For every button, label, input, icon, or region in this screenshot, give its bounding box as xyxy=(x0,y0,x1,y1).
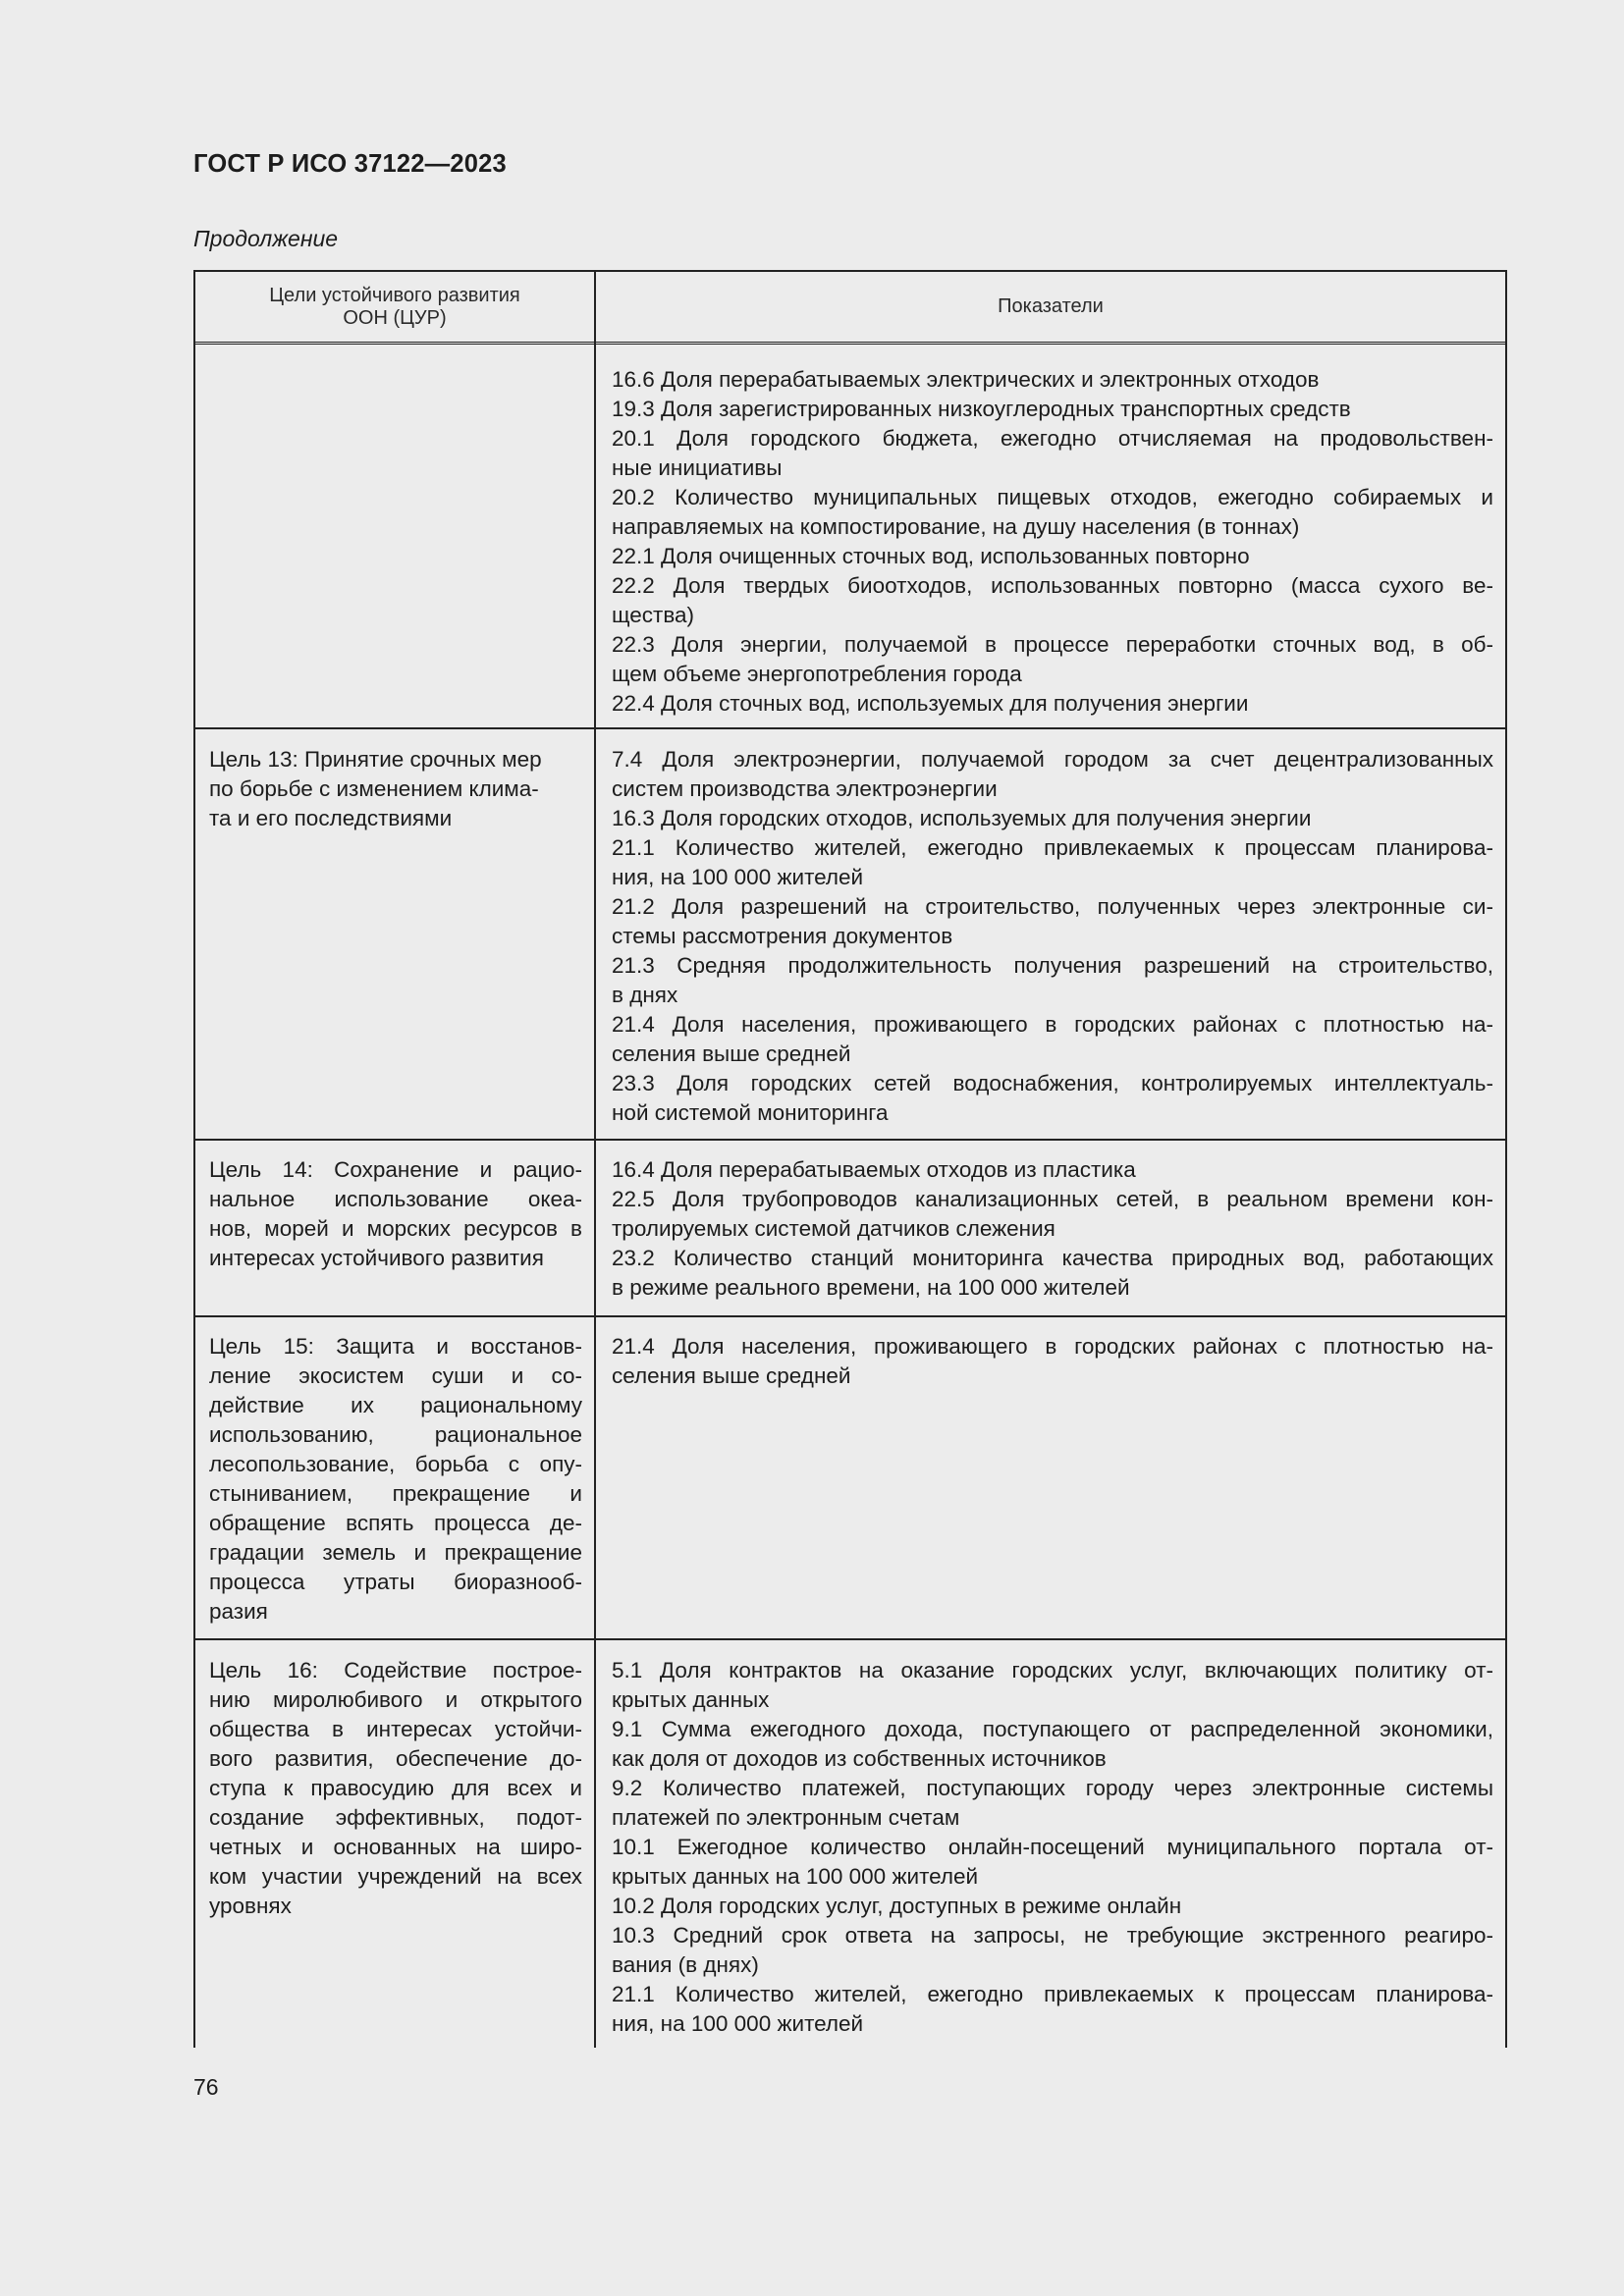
indicator-text-line: 7.4 Доля электроэнергии, получаемой городом за счет децентрализованных xyxy=(612,747,1493,772)
indicator-text-line: 23.2 Количество станций мониторинга качества природных вод, работающих xyxy=(612,1246,1493,1270)
goal-text-line: нов, морей и морских ресурсов в xyxy=(209,1216,582,1241)
header-divider xyxy=(195,342,1505,345)
indicator-text-line: ные инициативы xyxy=(612,455,783,480)
indicator-text-line: в режиме реального времени, на 100 000 жителей xyxy=(612,1275,1130,1300)
table-row-4-indicators xyxy=(612,1656,1493,2039)
goal-text-line: ком участии учреждений на всех xyxy=(209,1864,582,1889)
indicator-text-line: 22.5 Доля трубопроводов канализационных сетей, в реальном времени кон- xyxy=(612,1187,1493,1211)
goal-text-line: ступа к правосудию для всех и xyxy=(209,1776,582,1800)
indicator-text-line: 9.1 Сумма ежегодного дохода, поступающего от распределенной экономики, xyxy=(612,1717,1493,1741)
row-divider xyxy=(195,1139,1505,1141)
indicator-text-line: 21.1 Количество жителей, ежегодно привлекаемых к процессам планирова- xyxy=(612,1982,1493,2006)
document-title: ГОСТ Р ИСО 37122—2023 xyxy=(193,150,507,178)
goals-indicators-table xyxy=(193,270,1507,2048)
goal-text-line: Цель 13: Принятие срочных мер xyxy=(209,747,542,772)
indicator-text-line: 22.1 Доля очищенных сточных вод, использованных повторно xyxy=(612,544,1250,568)
indicator-text-line: стемы рассмотрения документов xyxy=(612,924,953,948)
column-header-indicators: Показатели xyxy=(998,295,1104,317)
indicator-text-line: 21.3 Средняя продолжительность получения разрешений на строительство, xyxy=(612,953,1493,978)
table-row-2-goal xyxy=(209,1155,582,1273)
indicator-text-line: как доля от доходов из собственных источников xyxy=(612,1746,1107,1771)
indicator-text-line: крытых данных на 100 000 жителей xyxy=(612,1864,979,1889)
table-row-1-indicators xyxy=(612,745,1493,1128)
indicator-text-line: 21.4 Доля населения, проживающего в городских районах с плотностью на- xyxy=(612,1334,1493,1359)
indicator-text-line: вания (в днях) xyxy=(612,1952,759,1977)
row-divider xyxy=(195,1638,1505,1640)
goal-text-line: ление экосистем суши и со- xyxy=(209,1363,582,1388)
indicator-text-line: щем объеме энергопотребления города xyxy=(612,662,1022,686)
goal-text-line: создание эффективных, подот- xyxy=(209,1805,582,1830)
table-header-row xyxy=(195,272,1505,342)
indicator-text-line: ния, на 100 000 жителей xyxy=(612,2011,864,2036)
column-divider xyxy=(594,272,596,2048)
column-header-goals xyxy=(195,272,594,342)
indicator-text-line: 22.2 Доля твердых биоотходов, использованных повторно (масса сухого ве- xyxy=(612,573,1493,598)
goal-text-line: действие их рациональному xyxy=(209,1393,582,1417)
continuation-label: Продолжение xyxy=(193,226,339,251)
indicator-text-line: 21.4 Доля населения, проживающего в городских районах с плотностью на- xyxy=(612,1012,1493,1037)
indicator-text-line: 9.2 Количество платежей, поступающих городу через электронные системы xyxy=(612,1776,1493,1800)
indicator-text-line: систем производства электроэнергии xyxy=(612,776,998,801)
column-header-goals-line: ООН (ЦУР) xyxy=(343,306,447,329)
indicator-text-line: 22.4 Доля сточных вод, используемых для получения энергии xyxy=(612,691,1249,716)
goal-text-line: интересах устойчивого развития xyxy=(209,1246,544,1270)
row-divider xyxy=(195,1315,1505,1317)
goal-text-line: по борьбе с изменением клима- xyxy=(209,776,539,801)
indicator-text-line: ния, на 100 000 жителей xyxy=(612,865,864,889)
indicator-text-line: 20.1 Доля городского бюджета, ежегодно отчисляемая на продовольствен- xyxy=(612,426,1493,451)
indicator-text-line: 5.1 Доля контрактов на оказание городских услуг, включающих политику от- xyxy=(612,1658,1493,1682)
column-header-goals-line: Цели устойчивого развития xyxy=(269,284,520,306)
goal-text-line: стыниванием, прекращение и xyxy=(209,1481,582,1506)
indicator-text-line: тролируемых системой датчиков слежения xyxy=(612,1216,1056,1241)
goal-text-line: Цель 15: Защита и восстанов- xyxy=(209,1334,582,1359)
indicator-text-line: 20.2 Количество муниципальных пищевых отходов, ежегодно собираемых и xyxy=(612,485,1493,509)
row-divider xyxy=(195,727,1505,729)
indicator-text-line: в днях xyxy=(612,983,678,1007)
goal-text-line: обращение вспять процесса де- xyxy=(209,1511,582,1535)
table-row-0-indicators xyxy=(612,365,1493,719)
page-number: 76 xyxy=(193,2074,219,2100)
indicator-text-line: 16.6 Доля перерабатываемых электрических и электронных отходов xyxy=(612,367,1320,392)
indicator-text-line: 19.3 Доля зарегистрированных низкоуглеродных транспортных средств xyxy=(612,397,1351,421)
indicator-text-line: 22.3 Доля энергии, получаемой в процессе переработки сточных вод, в об- xyxy=(612,632,1493,657)
goal-text-line: общества в интересах устойчи- xyxy=(209,1717,582,1741)
indicator-text-line: 10.1 Ежегодное количество онлайн-посещений муниципального портала от- xyxy=(612,1835,1493,1859)
indicator-text-line: селения выше средней xyxy=(612,1041,851,1066)
table-row-3-indicators xyxy=(612,1332,1493,1391)
table-row-4-goal xyxy=(209,1656,582,1921)
indicator-text-line: 10.3 Средний срок ответа на запросы, не требующие экстренного реагиро- xyxy=(612,1923,1493,1948)
goal-text-line: градации земель и прекращение xyxy=(209,1540,582,1565)
table-row-2-indicators xyxy=(612,1155,1493,1303)
goal-text-line: использованию, рациональное xyxy=(209,1422,582,1447)
indicator-text-line: 16.4 Доля перерабатываемых отходов из пластика xyxy=(612,1157,1136,1182)
indicator-text-line: 23.3 Доля городских сетей водоснабжения, контролируемых интеллектуаль- xyxy=(612,1071,1493,1095)
table-row-1-goal xyxy=(209,745,582,833)
indicator-text-line: 21.1 Количество жителей, ежегодно привлекаемых к процессам планирова- xyxy=(612,835,1493,860)
indicator-text-line: щества) xyxy=(612,603,695,627)
indicator-text-line: направляемых на компостирование, на душу населения (в тоннах) xyxy=(612,514,1300,539)
goal-text-line: четных и основанных на широ- xyxy=(209,1835,582,1859)
goal-text-line: уровнях xyxy=(209,1894,292,1918)
goal-text-line: нальное использование океа- xyxy=(209,1187,582,1211)
goal-text-line: процесса утраты биоразнооб- xyxy=(209,1570,582,1594)
indicator-text-line: ной системой мониторинга xyxy=(612,1100,889,1125)
goal-text-line: Цель 14: Сохранение и рацио- xyxy=(209,1157,582,1182)
goal-text-line: лесопользование, борьба с опу- xyxy=(209,1452,582,1476)
goal-text-line: та и его последствиями xyxy=(209,806,453,830)
indicator-text-line: 10.2 Доля городских услуг, доступных в режиме онлайн xyxy=(612,1894,1182,1918)
indicator-text-line: 16.3 Доля городских отходов, используемых для получения энергии xyxy=(612,806,1312,830)
indicator-text-line: платежей по электронным счетам xyxy=(612,1805,960,1830)
goal-text-line: вого развития, обеспечение до- xyxy=(209,1746,582,1771)
indicator-text-line: 21.2 Доля разрешений на строительство, полученных через электронные си- xyxy=(612,894,1493,919)
goal-text-line: нию миролюбивого и открытого xyxy=(209,1687,582,1712)
table-row-3-goal xyxy=(209,1332,582,1627)
indicator-text-line: селения выше средней xyxy=(612,1363,851,1388)
goal-text-line: разия xyxy=(209,1599,268,1624)
indicator-text-line: крытых данных xyxy=(612,1687,770,1712)
goal-text-line: Цель 16: Содействие построе- xyxy=(209,1658,582,1682)
